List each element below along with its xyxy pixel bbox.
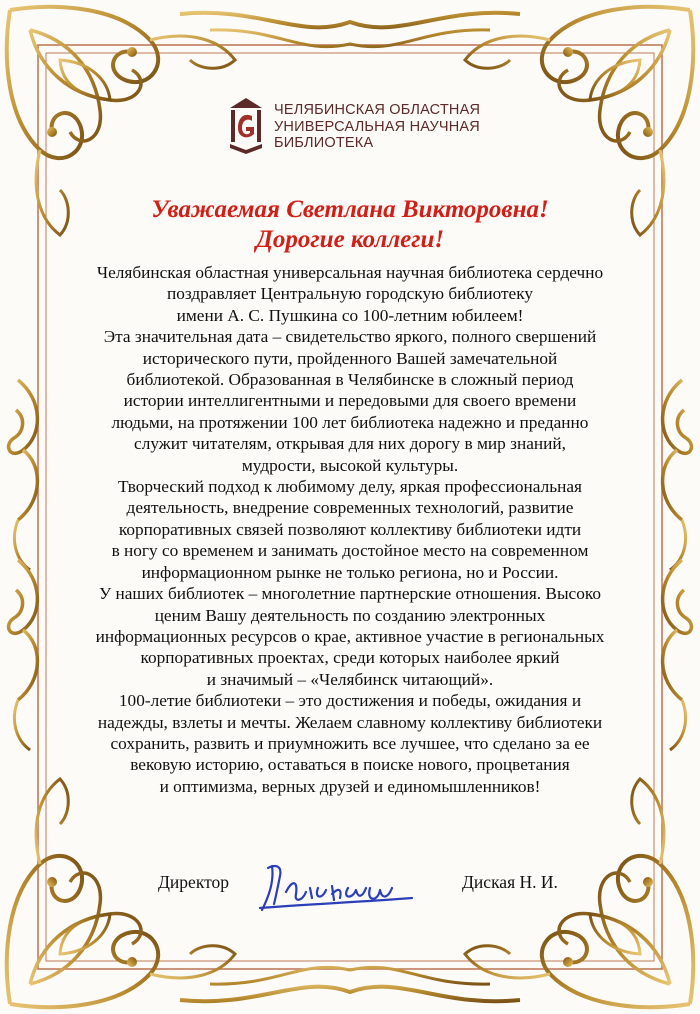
body-line: исторического пути, пройденного Вашей замечательной: [142, 348, 558, 368]
body-line: поздравляет Центральную городскую библиотеку: [166, 284, 534, 304]
body-line: и значимый – «Челябинск читающий».: [206, 669, 494, 689]
body-line: 100-летие библиотеки – это достижения и победы, ожидания и: [118, 691, 582, 711]
body-line: Эта значительная дата – свидетельство яркого, полного свершений: [103, 327, 597, 347]
body-line: ценим Вашу деятельность по созданию электронных: [154, 605, 546, 625]
body-line: мудрости, высокой культуры.: [241, 455, 459, 475]
letter-body: [60, 262, 640, 797]
body-line: сохранить, развить и приумножить все лучшее, что сделано за ее: [110, 733, 590, 753]
body-line: вековую историю, оставаться в поиске нового, процветания: [130, 755, 570, 775]
body-line: У наших библиотек – многолетние партнерские отношения. Высоко: [98, 584, 602, 604]
greeting-line-1: Уважаемая Светлана Викторовна!: [151, 196, 549, 223]
body-line: в ногу со временем и занимать достойное место на современном: [111, 541, 589, 561]
body-line: Творческий подход к любимому делу, яркая профессиональная: [118, 477, 582, 497]
logo-line-2: УНИВЕРСАЛЬНАЯ НАУЧНАЯ: [274, 118, 480, 135]
library-logo-icon: [228, 96, 264, 156]
body-line: имени А. С. Пушкина со 100-летним юбилеем!: [176, 305, 524, 325]
body-line: надежды, взлеты и мечты. Желаем славному коллективу библиотеки: [97, 712, 603, 732]
signatory-name: Диская Н. И.: [462, 872, 558, 892]
body-line: корпоративных проектах, среди которых наиболее яркий: [140, 648, 560, 668]
greeting-line-2: Дорогие коллеги!: [255, 226, 445, 253]
body-line: информационном рынке не только региона, но и России.: [141, 562, 559, 582]
logo-line-1: ЧЕЛЯБИНСКАЯ ОБЛАСТНАЯ: [274, 102, 481, 118]
body-line: деятельность, внедрение современных технологий, развитие: [126, 498, 574, 518]
body-line: информационных ресурсов о крае, активное участие в региональных: [95, 626, 605, 646]
body-line: библиотекой. Образованная в Челябинске в сложный период: [126, 370, 574, 390]
signatory-title: Директор: [158, 872, 230, 892]
body-line: корпоративных связей позволяют коллективу библиотеки идти: [118, 519, 582, 539]
body-line: Челябинская областная универсальная научная библиотека сердечно: [96, 263, 604, 282]
body-line: служит читателям, открывая для них дорогу в мир знаний,: [134, 434, 566, 454]
logo-line-3: БИБЛИОТЕКА: [274, 135, 374, 151]
body-line: людьми, на протяжении 100 лет библиотека надежно и преданно: [111, 412, 589, 432]
body-line: истории интеллигентными и передовыми для своего времени: [123, 391, 577, 411]
handwritten-signature: [252, 858, 422, 918]
library-logo: [228, 96, 480, 156]
body-line: и оптимизма, верных друзей и единомышленников!: [159, 776, 541, 796]
